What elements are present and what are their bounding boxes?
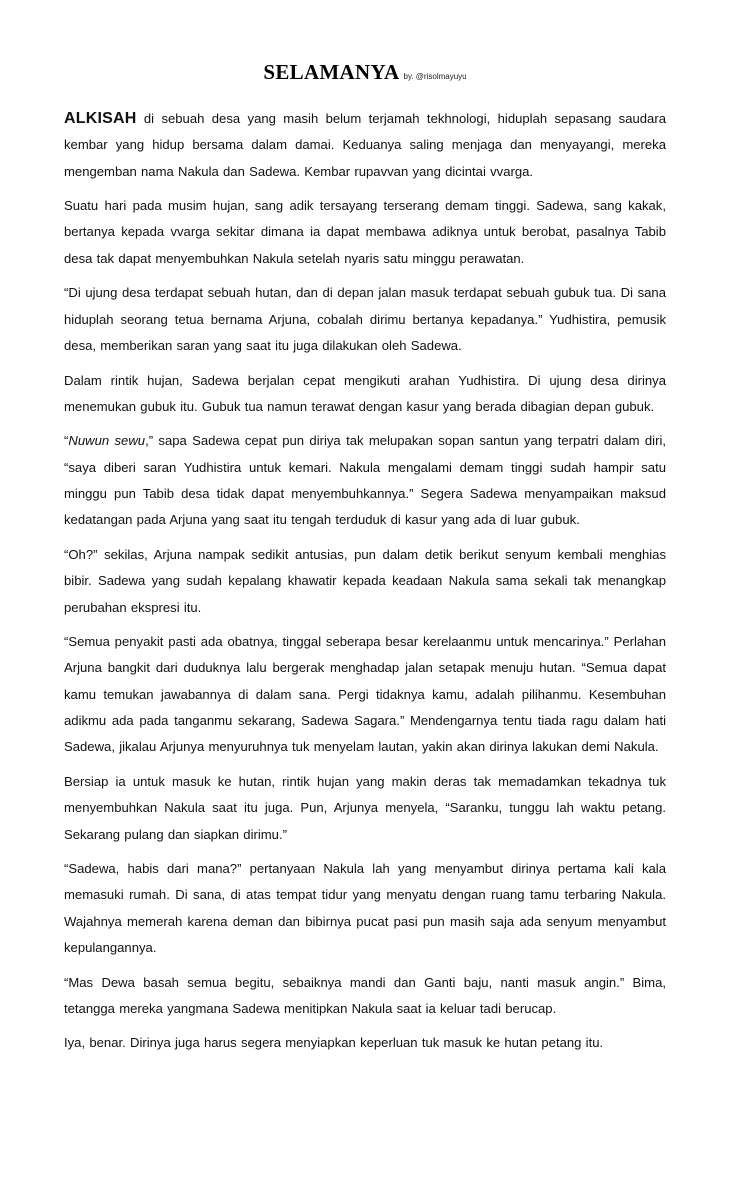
title-row <box>64 60 666 85</box>
paragraph-1-text: di sebuah desa yang masih belum terjamah tekhnologi, hiduplah sepasang saudara kembar yang hidup bersama dalam damai. Keduanya saling menjaga dan menyayangi, mereka mengemban nama Nakula dan Sadewa. Kembar rupavvan yang dicintai vvarga. <box>64 111 666 179</box>
paragraph-4: Dalam rintik hujan, Sadewa berjalan cepat mengikuti arahan Yudhistira. Di ujung desa dirinya menemukan gubuk itu. Gubuk tua namun terawat dengan kasur yang berada dibagian depan gubuk. <box>64 372 666 414</box>
paragraph-5-italic-greeting: Nuwun sewu <box>68 433 146 449</box>
opening-word: ALKISAH <box>64 110 137 127</box>
paragraph-5 <box>64 428 666 533</box>
paragraph-1 <box>64 106 666 185</box>
document-page <box>64 0 666 1200</box>
author-byline: by. @risolmayuyu <box>403 72 467 81</box>
document-title: SELAMANYA <box>263 60 400 84</box>
story-body <box>64 106 666 1065</box>
paragraph-7: “Semua penyakit pasti ada obatnya, tinggal seberapa besar kerelaanmu untuk mencarinya.” Perlahan Arjuna bangkit dari duduknya lalu bergerak menghadap jalan setapak menuju hutan. “Semua dapat kamu temukan jawabannya di dalam sana. Pergi tidaknya kamu, adalah pilihanmu. Kesembuhan adikmu ada pada tanganmu sekarang, Sadewa Sagara.” Mendengarnya tentu tiada ragu dalam hati Sadewa, jikalau Arjunya menyuruhnya tuk menyelam lautan, yakin akan dirinya lakukan demi Nakula. <box>64 634 666 755</box>
paragraph-9: “Sadewa, habis dari mana?” pertanyaan Nakula lah yang menyambut dirinya pertama kali kala memasuki rumah. Di sana, di atas tempat tidur yang menyatu dengan ruang tamu terbaring Nakula. Wajahnya memerah karena deman dan bibirnya pucat pasi pun masih saja ada senyum menyambut kepulangannya. <box>64 861 666 955</box>
paragraph-11: Iya, benar. Dirinya juga harus segera menyiapkan keperluan tuk masuk ke hutan petang itu. <box>64 1035 604 1051</box>
paragraph-8: Bersiap ia untuk masuk ke hutan, rintik hujan yang makin deras tak memadamkan tekadnya tuk menyembuhkan Nakula saat itu juga. Pun, Arjunya menyela, “Saranku, tunggu lah waktu petang. Sekarang pulang dan siapkan dirimu.” <box>64 773 666 842</box>
paragraph-6: “Oh?” sekilas, Arjuna nampak sedikit antusias, pun dalam detik berikut senyum kembali menghias bibir. Sadewa yang sudah kepalang khawatir kepada keadaan Nakula sama sekali tak menangkap perubahan ekspresi itu. <box>64 546 666 615</box>
paragraph-3: “Di ujung desa terdapat sebuah hutan, dan di depan jalan masuk terdapat sebuah gubuk tua. Di sana hiduplah seorang tetua bernama Arjuna, cobalah dirimu bertanya kepadanya.” Yudhistira, pemusik desa, memberikan saran yang saat itu juga dilakukan oleh Sadewa. <box>64 285 666 353</box>
paragraph-10: “Mas Dewa basah semua begitu, sebaiknya mandi dan Ganti baju, nanti masuk angin.” Bima, tetangga mereka yangmana Sadewa menitipkan Nakula saat ia keluar tadi berucap. <box>64 974 666 1016</box>
paragraph-5-text: ,” sapa Sadewa cepat pun diriya tak melupakan sopan santun yang terpatri dalam diri, “saya diberi saran Yudhistira untuk kemari. Nakula mengalami demam tinggi sudah hampir satu minggu pun Tabib desa tidak dapat menyembuhkannya.” Segera Sadewa menyampaikan maksud kedatangan pada Arjuna yang saat itu tengah terduduk di kasur yang ada di luar gubuk. <box>64 433 666 528</box>
paragraph-2: Suatu hari pada musim hujan, sang adik tersayang terserang demam tinggi. Sadewa, sang kakak, bertanya kepada vvarga sekitar dimana ia dapat membawa adiknya untuk berobat, pasalnya Tabib desa tak dapat menyembuhkan Nakula setelah nyaris satu minggu perawatan. <box>64 198 666 266</box>
paragraph-5-open-quote: “ <box>64 433 69 449</box>
